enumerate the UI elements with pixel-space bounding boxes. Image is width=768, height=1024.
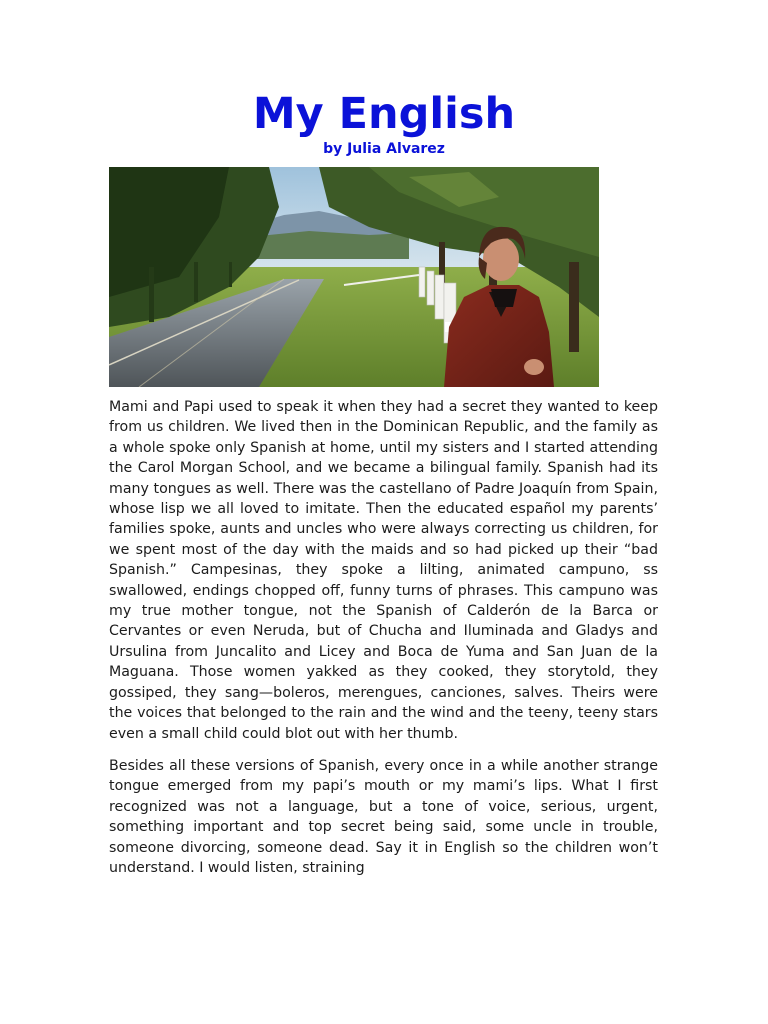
photo-illustration [109,167,599,387]
author-byline: by Julia Alvarez [323,141,445,157]
body-paragraph-2: Besides all these versions of Spanish, every once in a while another strange tongue emerged from my papi’s mouth or my mami’s lips. What I first recognized was not a language, but a tone of voice, serious, urgent, something important and top secret being said, some uncle in trouble, someone divorcing, someone dead. Say it in English so the children won’t understand. I would listen, straining [109,757,658,876]
article-body [109,397,658,878]
author-photo [109,167,599,387]
body-paragraph-1: Mami and Papi used to speak it when they had a secret they wanted to keep from us children. We lived then in the Dominican Republic, and the family as a whole spoke only Spanish at home, until my sisters and I started attending the Carol Morgan School, and we became a bilingual family. Spanish had its many tongues as well. There was the castellano of Padre Joaquín from Spain, whose lisp we all loved to imitate. Then the educated español my parents’ families spoke, aunts and uncles who were always correcting us children, for we spent most of the day with the maids and so had picked up their “bad Spanish.” Campesinas, they spoke a lilting, animated campuno, ss swallowed, endings chopped off, funny turns of phrases. This campuno was my true mother tongue, not the Spanish of Calderón de la Barca or Cervantes or even Neruda, but of Chucha and Iluminada and Gladys and Ursulina from Juncalito and Licey and Boca de Yuma and San Juan de la Maguana. Those women yakked as they cooked, they storytold, they gossiped, they sang—boleros, merengues, canciones, salves. Theirs were the voices that belonged to the rain and the wind and the teeny, teeny stars even a small child could blot out with her thumb. [109,399,658,742]
article-title: My English [252,89,516,139]
